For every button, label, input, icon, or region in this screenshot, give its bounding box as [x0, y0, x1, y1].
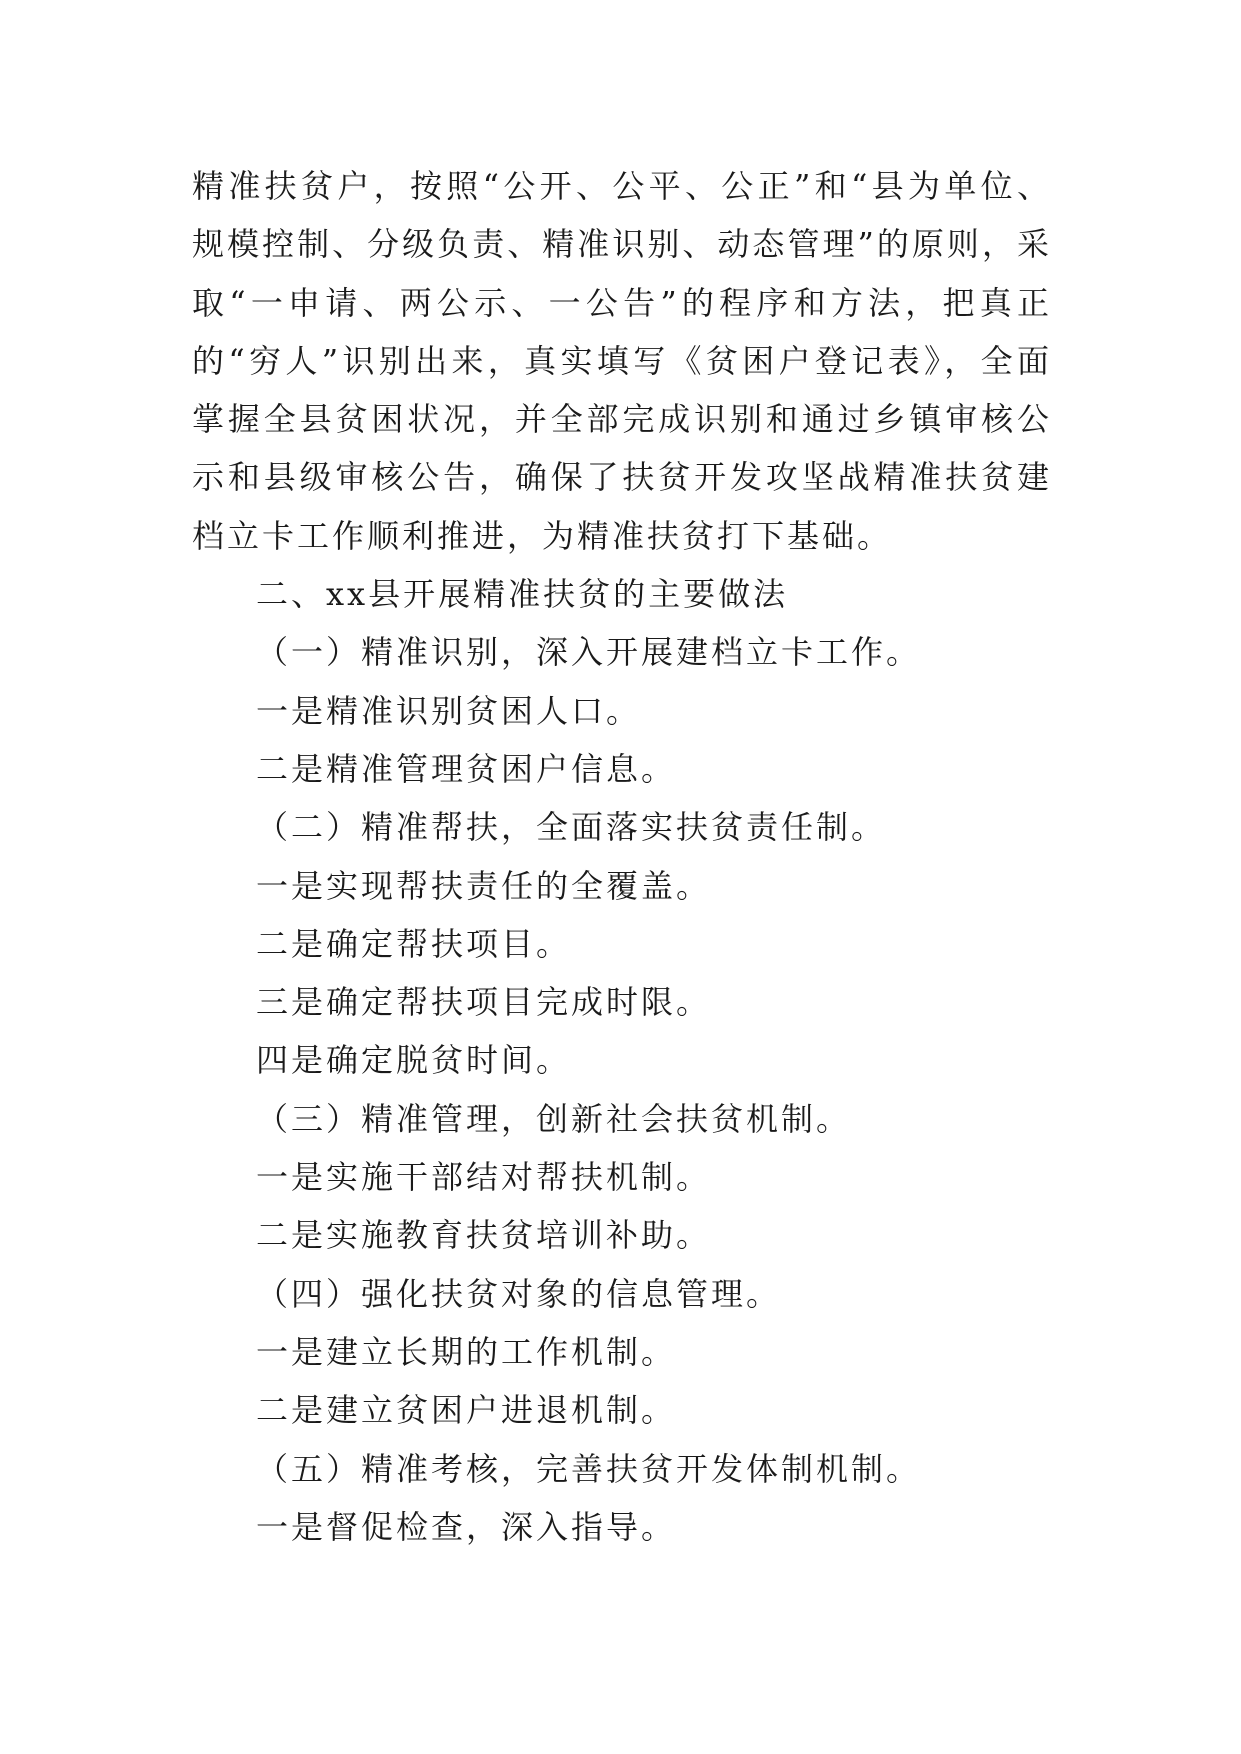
list-item: 一是实施干部结对帮扶机制。	[256, 1158, 712, 1197]
list-item: 一是督促检查，深入指导。	[256, 1507, 677, 1546]
subsection-heading: （四）强化扶贫对象的信息管理。	[256, 1274, 782, 1313]
body-paragraph: 精准扶贫户，按照“公开、公平、公正”和“县为单位、规模控制、分级负责、精准识别、动态管理”的原则，采取“一申请、两公示、一公告”的程序和方法，把真正的“穷人”识别出来，真实填写《贫困户登记表》，全面掌握全县贫困状况，并全部完成识别和通过乡镇审核公示和县级审核公告，确保了扶贫开发攻坚战精准扶贫建档立卡工作顺利推进，为精准扶贫打下基础。	[192, 167, 1052, 555]
list-item: 一是精准识别贫困人口。	[256, 691, 642, 730]
list-item: 一是实现帮扶责任的全覆盖。	[256, 866, 712, 905]
list-item: 二是建立贫困户进退机制。	[256, 1391, 677, 1430]
list-item: 二是精准管理贫困户信息。	[256, 749, 677, 788]
subsection-heading: （二）精准帮扶，全面落实扶贫责任制。	[256, 808, 887, 847]
subsection-heading: （五）精准考核，完善扶贫开发体制机制。	[256, 1449, 922, 1488]
document-body	[192, 157, 1052, 1556]
list-item: 四是确定脱贫时间。	[256, 1041, 572, 1080]
list-item: 二是实施教育扶贫培训补助。	[256, 1216, 712, 1255]
list-item: 一是建立长期的工作机制。	[256, 1332, 677, 1371]
subsection-heading: （三）精准管理，创新社会扶贫机制。	[256, 1099, 852, 1138]
section-heading: 二、xx县开展精准扶贫的主要做法	[256, 575, 789, 614]
list-item: 二是确定帮扶项目。	[256, 924, 572, 963]
list-item: 三是确定帮扶项目完成时限。	[256, 983, 712, 1022]
subsection-heading: （一）精准识别，深入开展建档立卡工作。	[256, 633, 922, 672]
